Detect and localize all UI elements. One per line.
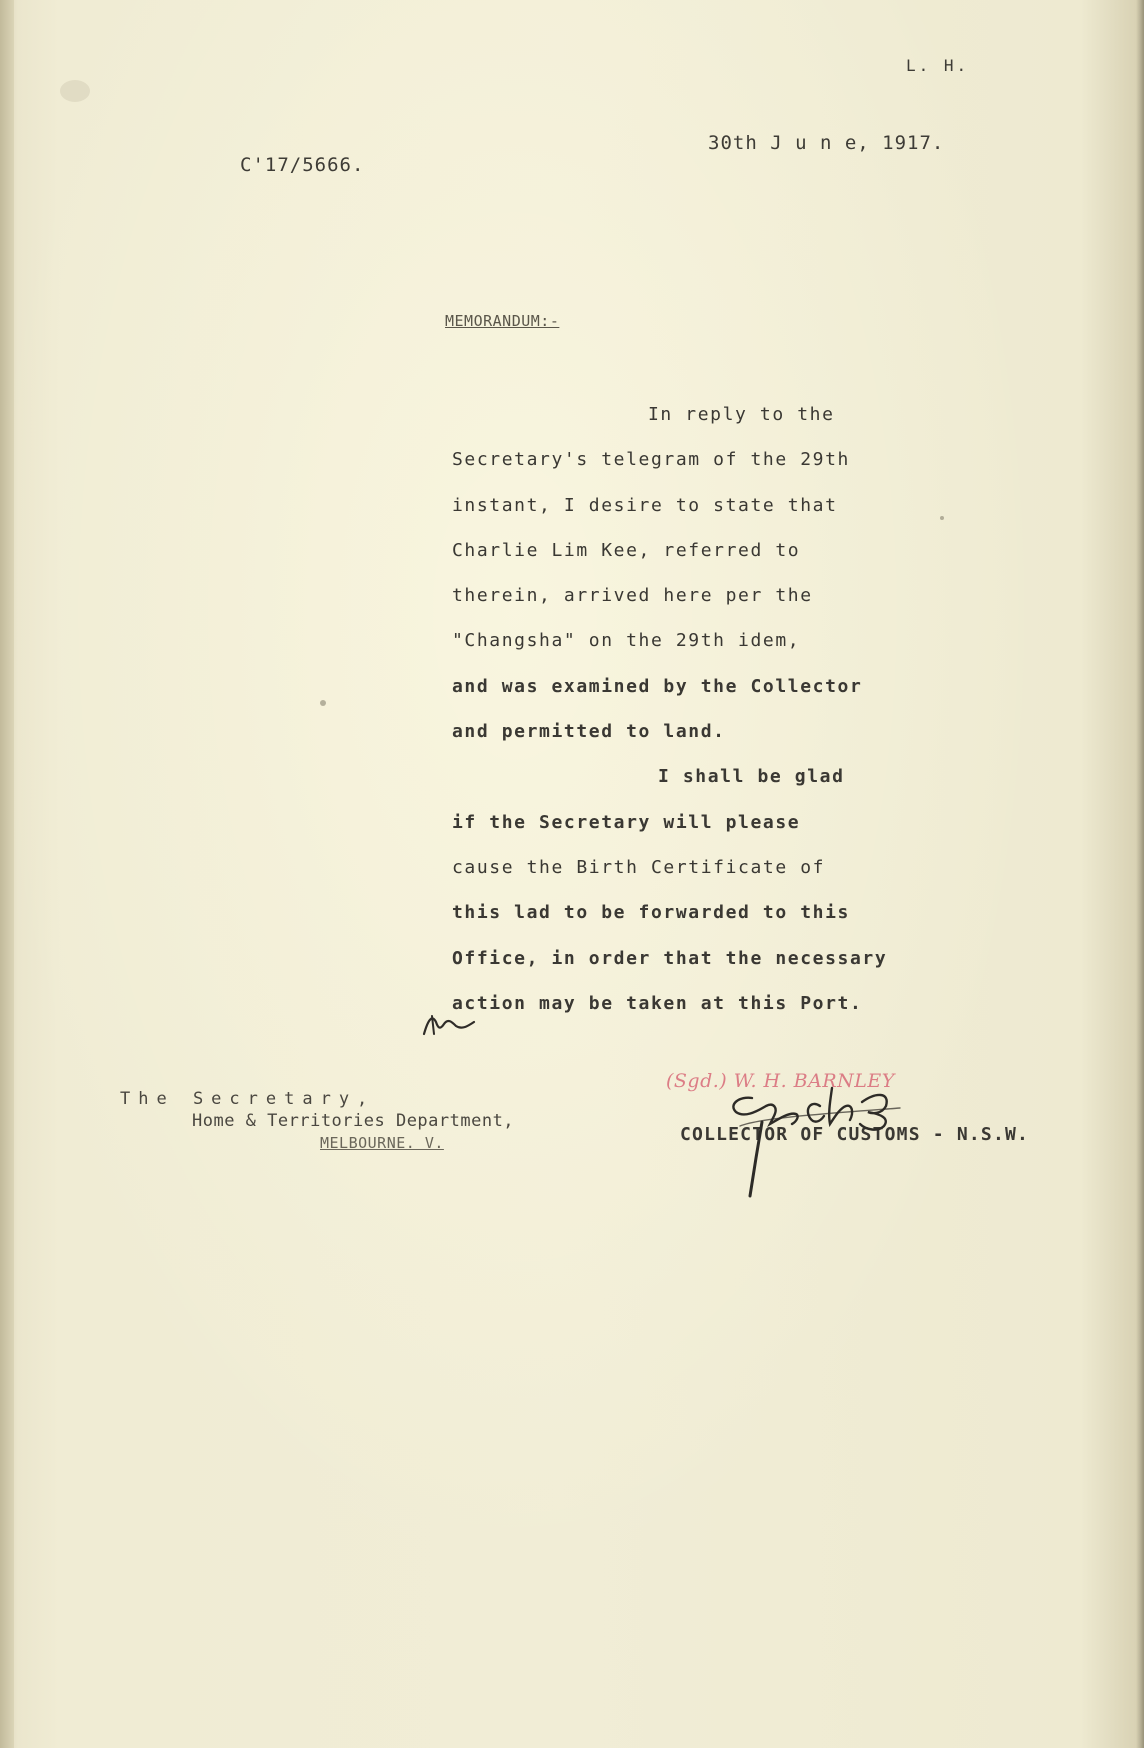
- handwritten-signature: [700, 1078, 960, 1208]
- body-line: "Changsha" on the 29th idem,: [452, 630, 801, 652]
- signature-stamp: (Sgd.) W. H. BARNLEY: [666, 1070, 895, 1092]
- body-line: Office, in order that the necessary: [452, 947, 888, 969]
- paper-stain: [320, 700, 326, 706]
- addressee-title: The Secretary,: [120, 1089, 376, 1109]
- body-line: this lad to be forwarded to this: [452, 902, 850, 924]
- handwritten-initials: [418, 1000, 478, 1040]
- memo-body: [452, 392, 1012, 1026]
- body-line: cause the Birth Certificate of: [452, 856, 826, 878]
- addressee-block: [120, 1088, 514, 1154]
- body-line: action may be taken at this Port.: [452, 992, 863, 1014]
- body-line: In reply to the: [648, 404, 835, 425]
- addressee-city: MELBOURNE. V.: [320, 1134, 444, 1152]
- addressee-department: Home & Territories Department,: [192, 1111, 515, 1131]
- body-line: and was examined by the Collector: [452, 675, 863, 697]
- body-line: and permitted to land.: [452, 721, 726, 743]
- body-line: if the Secretary will please: [452, 811, 801, 833]
- body-line: therein, arrived here per the: [452, 585, 813, 607]
- signature-block: COLLECTOR OF CUSTOMS - N.S.W.: [680, 1124, 1030, 1145]
- body-line: instant, I desire to state that: [452, 494, 838, 516]
- document-date: 30th J u n e, 1917.: [708, 132, 945, 154]
- body-line: Charlie Lim Kee, referred to: [452, 539, 801, 561]
- body-line: Secretary's telegram of the 29th: [452, 449, 850, 471]
- memorandum-heading: MEMORANDUM:-: [445, 312, 560, 330]
- body-line: I shall be glad: [658, 766, 845, 788]
- file-reference-number: C'17/5666.: [240, 154, 365, 176]
- reference-mark: L. H.: [906, 56, 970, 75]
- paper-stain: [60, 80, 90, 102]
